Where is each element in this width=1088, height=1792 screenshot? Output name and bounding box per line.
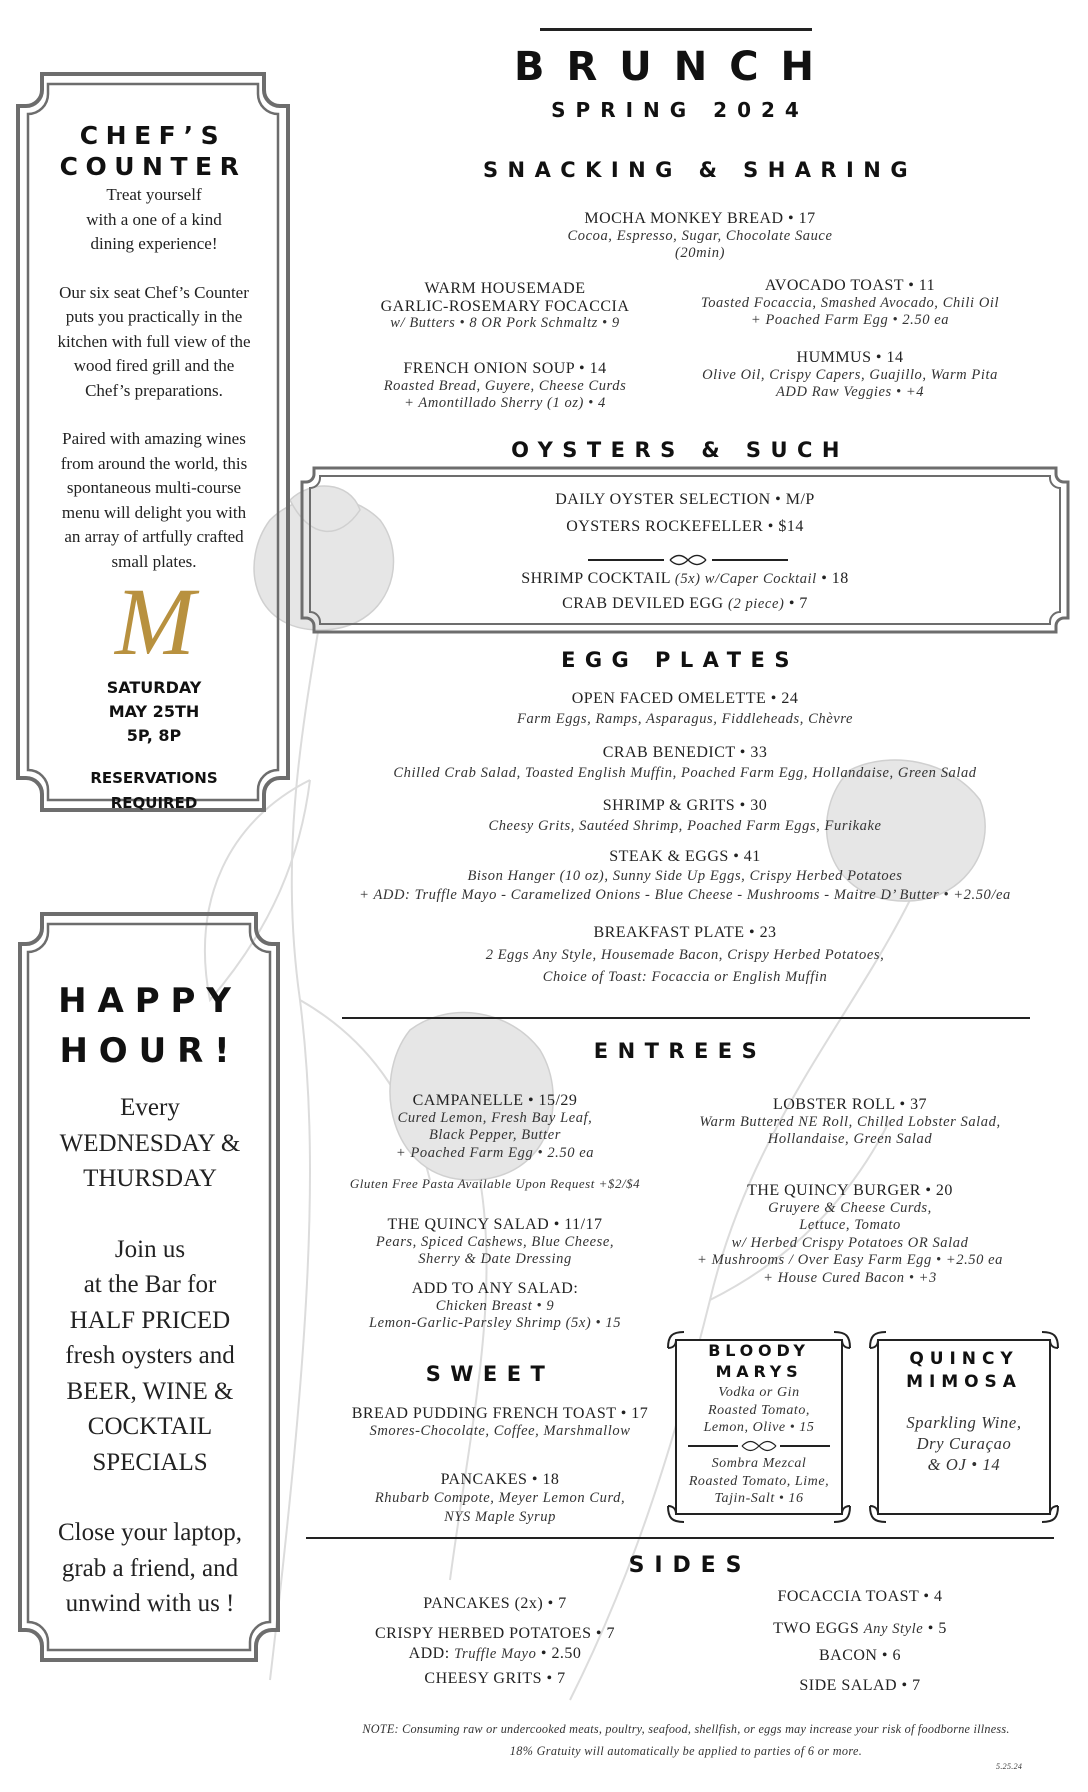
chefs-counter-text: kitchen with full view of the [57,331,251,351]
side-focaccia: FOCACCIA TOAST • 4 [777,1588,943,1605]
chefs-counter-logo: M [115,568,195,675]
item-desc: Lemon-Garlic-Parsley Shrimp (5x) • 15 [368,1315,622,1331]
menu-item-shrimp-grits [300,795,1070,837]
menu-item-add-to-salad [330,1280,660,1333]
happy-hour-text: WEDNESDAY & [59,1129,241,1157]
side-potatoes-add [330,1643,660,1663]
chefs-counter-text: Paired with amazing wines [62,429,246,448]
chefs-counter-event [34,676,274,748]
item-name: HUMMUS • 14 [796,349,904,366]
item-name: WARM HOUSEMADE [424,280,586,297]
item-name: CRAB DEVILED EGG [562,595,729,612]
section-divider [342,1017,1030,1019]
menu-item-quincy-burger [670,1182,1030,1287]
item-desc: Chicken Breast • 9 [435,1297,555,1314]
add-desc: Truffle Mayo [454,1646,537,1662]
menu-item-breakfast-plate [300,922,1070,988]
item-desc: Olive Oil, Crispy Capers, Guajillo, Warm Pita [702,366,998,383]
item-desc: Choice of Toast: Focaccia or English Muffin [542,969,828,985]
gluten-free-note: Gluten Free Pasta Available Upon Request +$2/$4 [349,1176,641,1191]
item-desc: (2 piece) [728,596,785,612]
item-desc: + Amontillado Sherry (1 oz) • 4 [404,395,606,411]
menu-item-bread-pudding [320,1405,680,1440]
chefs-counter-text: Chef’s preparations. [85,380,223,400]
bloody-marys-title [676,1340,842,1382]
item-desc: Chilled Crab Salad, Toasted English Muffin, Poached Farm Egg, Hollandaise, Green Salad [393,765,977,781]
item-desc: Smores-Chocolate, Coffee, Marshmallow [369,1422,631,1439]
item-desc: + House Cured Bacon • +3 [763,1269,937,1286]
event-date: MAY 25TH [108,702,200,721]
item-name: MOCHA MONKEY BREAD • 17 [584,210,816,227]
menu-item-steak-eggs [300,847,1070,906]
side-pancakes: PANCAKES (2x) • 7 [423,1595,567,1612]
menu-season: SPRING 2024 [551,98,809,122]
item-name: FRENCH ONION SOUP • 14 [403,360,607,377]
happy-hour-title [30,976,270,1076]
happy-hour-text: fresh oysters and [65,1342,235,1369]
item-name: TWO EGGS [773,1620,864,1637]
menu-item-avocado-toast [680,277,1020,330]
item-name: OPEN FACED OMELETTE • 24 [571,690,799,707]
bloody-desc: Tajin-Salt • 16 [714,1491,804,1506]
item-name: GARLIC-ROSEMARY FOCACCIA [380,297,630,315]
happy-hour-text: unwind with us ! [65,1590,235,1617]
item-desc: Hollandaise, Green Salad [767,1131,933,1147]
section-title-sweet: SWEET [425,1362,555,1386]
event-times: 5P, 8P [126,726,182,745]
chefs-counter-text: small plates. [111,551,197,571]
happy-hour-details [30,1090,270,1622]
menu-item-crab-benedict [300,742,1070,784]
side-potatoes: CRISPY HERBED POTATOES • 7 [375,1625,615,1642]
happy-hour-text: grab a friend, and [61,1554,239,1582]
chefs-counter-intro [34,183,274,574]
item-desc: Any Style [863,1621,924,1637]
happy-hour-text: THURSDAY [83,1165,217,1192]
bloody-desc: Roasted Tomato, Lime, [688,1473,830,1489]
header-rule [540,28,812,31]
happy-hour-text: at the Bar for [83,1271,217,1298]
item-name: THE QUINCY BURGER • 20 [747,1182,953,1199]
bloody-classic [676,1384,842,1437]
item-desc: (5x) w/Caper Cocktail [674,571,817,587]
item-name: SHRIMP COCKTAIL [521,570,675,587]
item-desc: Rhubarb Compote, Meyer Lemon Curd, [374,1490,626,1506]
bloody-desc: Vodka or Gin [718,1385,800,1400]
menu-item-focaccia [340,280,670,333]
mimosa-desc [878,1412,1050,1475]
menu-item-pancakes [320,1470,680,1527]
item-desc: Cured Lemon, Fresh Bay Leaf, [397,1109,593,1126]
item-name: STEAK & EGGS • 41 [609,848,761,865]
chefs-counter-title-line2: COUNTER [59,152,247,181]
item-name: CRAB BENEDICT • 33 [602,744,768,761]
add-label: ADD: [408,1645,455,1662]
chefs-counter-text: wood fired grill and the [73,356,235,375]
chefs-counter-title [30,120,276,182]
add-price: • 2.50 [536,1645,582,1662]
item-desc: (20min) [675,245,725,261]
chefs-counter-text: Treat yourself [106,185,202,204]
bloody-desc: Sombra Mezcal [711,1456,807,1471]
mimosa-title-line1: QUINCY [909,1349,1019,1369]
side-two-eggs [690,1618,1030,1638]
bloody-mezcal [676,1455,842,1508]
mimosa-desc-line: & OJ • 14 [927,1455,1001,1474]
item-price: • 7 [784,595,808,612]
section-title-egg-plates: EGG PLATES [561,648,799,672]
menu-item-daily-oyster: DAILY OYSTER SELECTION • M/P [555,491,815,508]
item-desc: NYS Maple Syrup [444,1509,556,1525]
mimosa-title-line2: MIMOSA [906,1372,1022,1392]
item-name: BREAD PUDDING FRENCH TOAST • 17 [351,1405,649,1422]
happy-hour-text: HALF PRICED [69,1306,231,1334]
happy-hour-text: COCKTAIL [87,1413,213,1440]
mimosa-desc-line: Dry Curaçao [916,1434,1012,1453]
bloody-ornament-divider [688,1440,830,1452]
item-desc: Farm Eggs, Ramps, Asparagus, Fiddleheads, Chèvre [517,711,853,727]
chefs-counter-title-line1: CHEF’S [79,121,227,150]
menu-item-crab-deviled-egg [340,593,1030,613]
item-desc: + Mushrooms / Over Easy Farm Egg • +2.50 ea [697,1252,1003,1268]
item-name: SHRIMP & GRITS • 30 [602,797,768,814]
footer-date: 5.25.24 [996,1762,1023,1771]
menu-item-quincy-salad [330,1216,660,1269]
item-desc: Sherry & Date Dressing [418,1251,572,1267]
item-desc: Bison Hanger (10 oz), Sunny Side Up Eggs, Crispy Herbed Potatoes [467,867,903,884]
item-desc: Toasted Focaccia, Smashed Avocado, Chili Oil [700,294,1000,311]
item-desc: + Poached Farm Egg • 2.50 ea [750,312,950,328]
bloody-title-line2: MARYS [715,1362,803,1381]
item-desc: 2 Eggs Any Style, Housemade Bacon, Crispy Herbed Potatoes, [485,947,885,963]
footer-gratuity: 18% Gratuity will automatically be applied to parties of 6 or more. [509,1744,863,1758]
chefs-counter-reservations [34,766,274,816]
menu-item-hummus [680,349,1020,402]
item-name: PANCAKES • 18 [440,1471,560,1488]
item-name: THE QUINCY SALAD • 11/17 [387,1216,603,1233]
bloody-title-line1: BLOODY [708,1341,810,1360]
item-desc: + ADD: Truffle Mayo - Caramelized Onions - Blue Cheese - Mushrooms - Maitre D’ Butter • +2.50/ea [359,887,1011,903]
bloody-desc: Lemon, Olive • 15 [703,1420,815,1435]
side-bacon: BACON • 6 [819,1647,901,1664]
item-desc: Cheesy Grits, Sautéed Shrimp, Poached Farm Eggs, Furikake [488,818,882,834]
side-grits: CHEESY GRITS • 7 [424,1670,566,1687]
item-price: • 5 [923,1620,947,1637]
item-desc: Roasted Bread, Guyere, Cheese Curds [383,377,627,394]
chefs-counter-text: Our six seat Chef’s Counter [59,282,249,302]
chefs-counter-text: with a one of a kind [86,209,222,229]
section-title-oysters: OYSTERS & SUCH [511,438,849,462]
menu-item-shrimp-cocktail [340,568,1030,588]
happy-hour-title-line1: HAPPY [58,981,242,1021]
menu-item-french-onion-soup [340,360,670,413]
item-desc: Cocoa, Espresso, Sugar, Chocolate Sauce [567,227,833,244]
chefs-counter-text: dining experience! [90,234,218,253]
mimosa-desc-line: Sparkling Wine, [906,1413,1022,1432]
chefs-counter-text: puts you practically in the [65,307,243,326]
item-desc: w/ Herbed Crispy Potatoes OR Salad [731,1234,969,1251]
item-name: AVOCADO TOAST • 11 [764,277,936,294]
item-desc: ADD Raw Veggies • +4 [775,384,925,400]
item-desc: w/ Butters • 8 OR Pork Schmaltz • 9 [390,315,620,331]
happy-hour-text: Close your laptop, [57,1519,242,1546]
quincy-mimosa-title [878,1348,1050,1394]
menu-item-campanelle [330,1092,660,1162]
menu-item-mocha-monkey-bread [480,210,920,263]
menu-item-oysters-rockefeller: OYSTERS ROCKEFELLER • $14 [566,518,804,535]
item-name: ADD TO ANY SALAD: [411,1280,579,1297]
menu-item-lobster-roll [680,1096,1020,1149]
chefs-counter-text: from around the world, this [60,453,248,473]
menu-title: BRUNCH [513,44,837,90]
chefs-counter-text: menu will delight you with [61,502,247,522]
chefs-counter-text: spontaneous multi-course [66,478,242,497]
item-desc: + Poached Farm Egg • 2.50 ea [395,1144,595,1161]
item-desc: Lettuce, Tomato [799,1217,901,1233]
section-divider [306,1537,1054,1539]
event-day: SATURDAY [106,678,202,697]
item-desc: Black Pepper, Butter [429,1127,561,1143]
section-title-entrees: ENTREES [593,1039,767,1063]
item-name: CAMPANELLE • 15/29 [412,1092,578,1109]
menu-item-omelette [300,689,1070,729]
item-name: LOBSTER ROLL • 37 [772,1096,928,1113]
item-desc: Pears, Spiced Cashews, Blue Cheese, [375,1233,615,1250]
section-title-sides: SIDES [628,1553,752,1578]
side-salad: SIDE SALAD • 7 [799,1677,921,1694]
item-desc: Warm Buttered NE Roll, Chilled Lobster Salad, [699,1113,1001,1130]
happy-hour-text: Every [120,1094,180,1121]
item-desc: Gruyere & Cheese Curds, [768,1199,932,1216]
reservations-line: RESERVATIONS [90,769,218,787]
footer-note: NOTE: Consuming raw or undercooked meats, poultry, seafood, shellfish, or eggs may increase your risk of foodborne illness. [362,1722,1010,1736]
reservations-line: REQUIRED [110,794,198,812]
item-price: • 18 [816,570,849,587]
happy-hour-text: SPECIALS [92,1448,208,1476]
section-title-snacking: SNACKING & SHARING [482,158,918,182]
chefs-counter-text: an array of artfully crafted [64,527,244,546]
item-name: BREAKFAST PLATE • 23 [593,924,777,941]
bloody-desc: Roasted Tomato, [707,1402,810,1418]
happy-hour-text: BEER, WINE & [66,1377,234,1405]
oysters-ornament-divider [588,554,788,566]
happy-hour-text: Join us [114,1235,186,1263]
happy-hour-title-line2: HOUR! [59,1031,241,1071]
